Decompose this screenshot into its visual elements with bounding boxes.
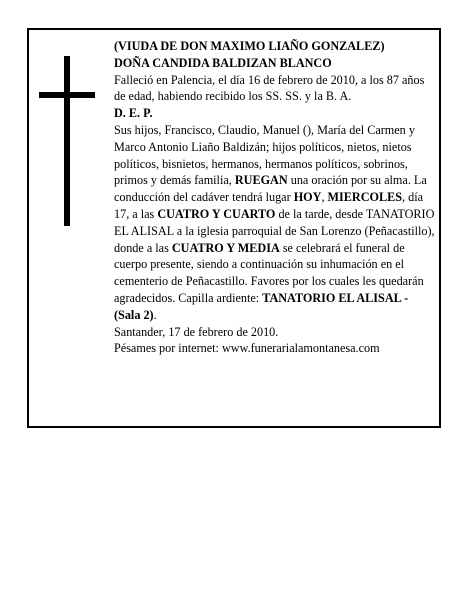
place-date: Santander, 17 de febrero de 2010. bbox=[114, 324, 279, 339]
family-paragraph: Sus hijos, Francisco, Claudio, Manuel (), María del Carmen y Marco Antonio Liaño Baldizán; hijos políticos, nietos, nietos políticos, bisnietos, hermanos, hermanos políticos, sobrinos, primos y demás familia, RUEGAN una oración por su alma. La conducción del cadáver tendrá lugar HOY, MIERCOLES, día 17, a las CUATRO Y CUARTO de la tarde, desde TANATORIO EL ALISAL a la iglesia parroquial de San Lorenzo (Peñacastillo), donde a las CUATRO Y MEDIA se celebrará el funeral de cuerpo presente, siendo a continuación su inhumación en el cementerio de Peñacastillo. Favores por los cuales les quedarán agradecidos. Capilla ardiente: TANATORIO EL ALISAL - (Sala 2). bbox=[114, 122, 435, 322]
death-announcement: Falleció en Palencia, el día 16 de febrero de 2010, a los 87 años de edad, habiendo recibido los SS. SS. y la B. A. bbox=[114, 72, 425, 104]
obituary-text bbox=[114, 38, 436, 357]
cross-icon bbox=[39, 56, 95, 226]
dep-label: D. E. P. bbox=[114, 106, 153, 121]
condolences-link: Pésames por internet: www.funerarialamontanesa.com bbox=[114, 341, 380, 356]
widow-heading: (VIUDA DE DON MAXIMO LIAÑO GONZALEZ) bbox=[114, 39, 385, 53]
deceased-name: DOÑA CANDIDA BALDIZAN BLANCO bbox=[114, 55, 332, 70]
obituary-notice bbox=[27, 28, 441, 428]
